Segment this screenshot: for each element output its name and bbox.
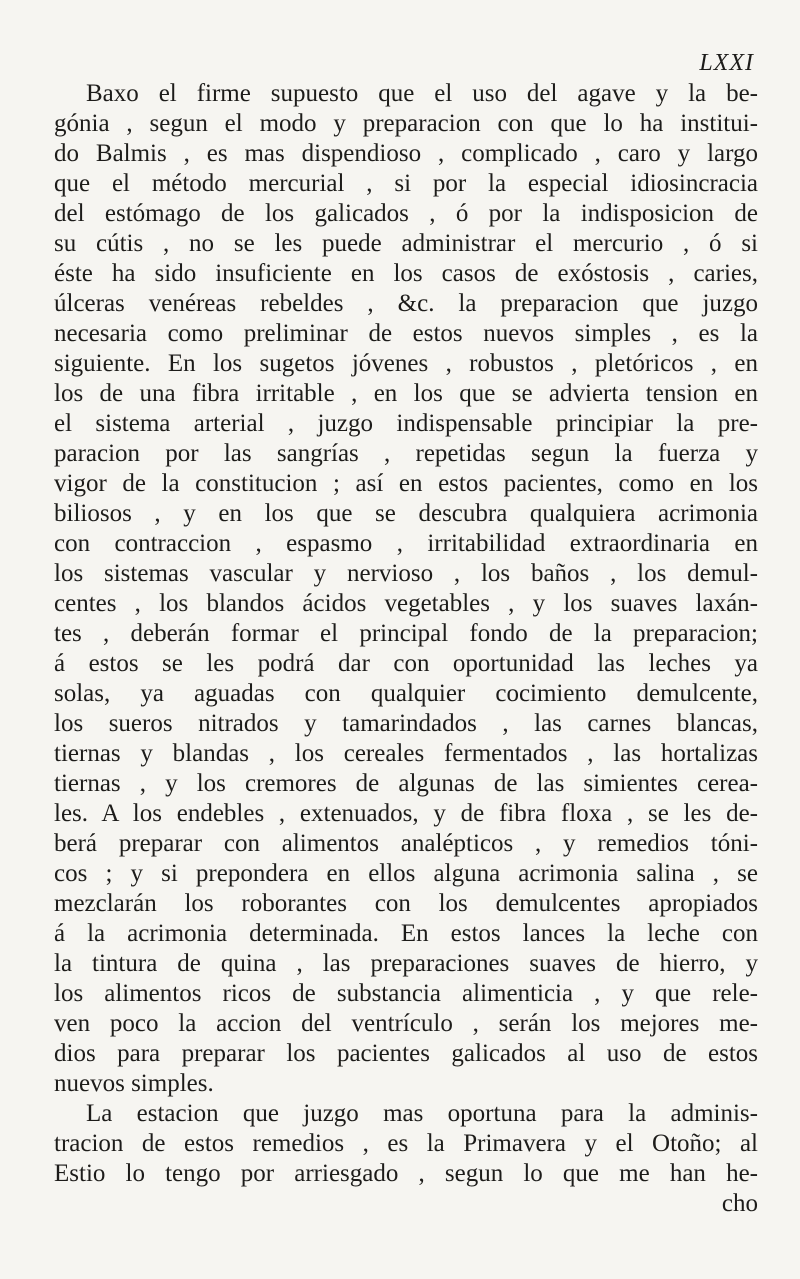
text-line: tracion de estos remedios , es la Primavera y el Otoño; al [54, 1130, 758, 1157]
catchword: cho [721, 1190, 758, 1217]
text-line: berá preparar con alimentos analépticos , y remedios tóni- [54, 830, 758, 857]
text-line: cos ; y si prepondera en ellos alguna acrimonia salina , se [54, 860, 758, 887]
text-line: á la acrimonia determinada. En estos lances la leche con [54, 920, 758, 947]
text-line: los sistemas vascular y nervioso , los baños , los demul- [54, 560, 758, 587]
text-line: la tintura de quina , las preparaciones suaves de hierro, y [54, 950, 758, 977]
text-line: centes , los blandos ácidos vegetables , y los suaves laxán- [54, 590, 758, 617]
text-line: éste ha sido insuficiente en los casos de exóstosis , caries, [54, 260, 758, 287]
text-line: tes , deberán formar el principal fondo de la preparacion; [54, 620, 758, 647]
text-line: Estio lo tengo por arriesgado , segun lo que me han he- [54, 1160, 758, 1187]
text-line: necesaria como preliminar de estos nuevos simples , es la [54, 320, 758, 347]
text-line: el sistema arterial , juzgo indispensable principiar la pre- [54, 410, 758, 437]
text-line: gónia , segun el modo y preparacion con que lo ha institui- [54, 110, 758, 137]
text-line: tiernas , y los cremores de algunas de las simientes cerea- [54, 770, 758, 797]
text-line: dios para preparar los pacientes galicados al uso de estos [54, 1040, 758, 1067]
text-line: del estómago de los galicados , ó por la indisposicion de [54, 200, 758, 227]
text-line: vigor de la constitucion ; así en estos pacientes, como en los [54, 470, 758, 497]
text-line: nuevos simples. [54, 1070, 214, 1097]
text-line: su cútis , no se les puede administrar el mercurio , ó si [54, 230, 758, 257]
text-line: mezclarán los roborantes con los demulcentes apropiados [54, 890, 758, 917]
text-line: ven poco la accion del ventrículo , serán los mejores me- [54, 1010, 758, 1037]
text-line: á estos se les podrá dar con oportunidad las leches ya [54, 650, 758, 677]
text-line: los de una fibra irritable , en los que se advierta tension en [54, 380, 758, 407]
text-line: Baxo el firme supuesto que el uso del agave y la be- [86, 80, 758, 107]
text-line: paracion por las sangrías , repetidas segun la fuerza y [54, 440, 758, 467]
text-line: que el método mercurial , si por la especial idiosincracia [54, 170, 758, 197]
page-number: LXXI [699, 50, 754, 76]
text-line: los alimentos ricos de substancia alimenticia , y que rele- [54, 980, 758, 1007]
text-line: biliosos , y en los que se descubra qualquiera acrimonia [54, 500, 758, 527]
text-line: tiernas y blandas , los cereales fermentados , las hortalizas [54, 740, 758, 767]
text-line: con contraccion , espasmo , irritabilidad extraordinaria en [54, 530, 758, 557]
body-text [54, 79, 758, 1219]
text-line: solas, ya aguadas con qualquier cocimiento demulcente, [54, 680, 758, 707]
text-line: do Balmis , es mas dispendioso , complicado , caro y largo [54, 140, 758, 167]
text-line: siguiente. En los sugetos jóvenes , robustos , pletóricos , en [54, 350, 758, 377]
text-line: úlceras venéreas rebeldes , &c. la preparacion que juzgo [54, 290, 758, 317]
text-line: los sueros nitrados y tamarindados , las carnes blancas, [54, 710, 758, 737]
text-line: La estacion que juzgo mas oportuna para la adminis- [86, 1100, 758, 1127]
text-line: les. A los endebles , extenuados, y de fibra floxa , se les de- [54, 800, 758, 827]
